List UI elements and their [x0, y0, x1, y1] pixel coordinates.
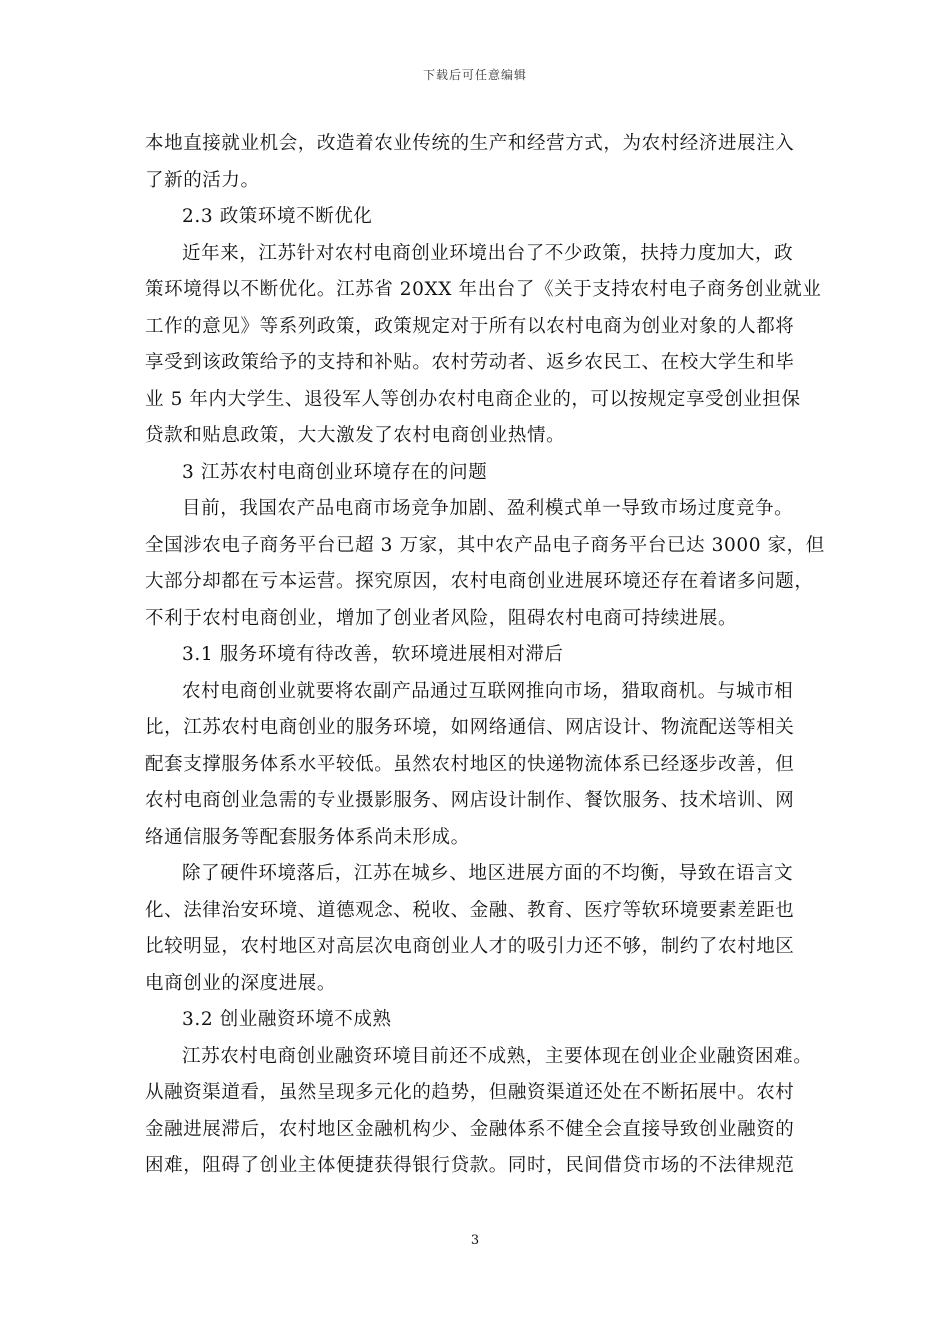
body-line: 化、法律治安环境、道德观念、税收、金融、教育、医疗等软环境要素差距也 [145, 899, 795, 921]
body-line: 不利于农村电商创业，增加了创业者风险，阻碍农村电商可持续进展。 [145, 607, 738, 629]
body-line: 从融资渠道看，虽然呈现多元化的趋势，但融资渠道还处在不断拓展中。农村 [145, 1082, 795, 1103]
body-line: 了新的活力。 [145, 169, 260, 191]
body-line: 大部分却都在亏本运营。探究原因，农村电商创业进展环境还存在着诸多问题， [145, 571, 814, 592]
body-line: 策环境得以不断优化。江苏省 20XX 年出台了《关于支持农村电子商务创业就业 [145, 279, 822, 300]
body-line: 农村电商创业就要将农副产品通过互联网推向市场，猎取商机。与城市相 [182, 680, 794, 702]
document-body [145, 126, 825, 1185]
body-line: 金融进展滞后，农村地区金融机构少、金融体系不健全会直接导致创业融资的 [145, 1118, 795, 1140]
body-line: 江苏农村电商创业融资环境目前还不成熟，主要体现在创业企业融资困难。 [182, 1045, 813, 1067]
section-heading-2-3: 2.3 政策环境不断优化 [182, 206, 373, 227]
body-line: 农村电商创业急需的专业摄影服务、网店设计制作、餐饮服务、技术培训、网 [145, 790, 795, 811]
body-line: 比较明显，农村地区对高层次电商创业人才的吸引力还不够，制约了农村地区 [145, 936, 795, 957]
section-heading-3-2: 3.2 创业融资环境不成熟 [182, 1009, 392, 1030]
page-number: 3 [470, 1233, 480, 1248]
body-line: 工作的意见》等系列政策，政策规定对于所有以农村电商为创业对象的人都将 [145, 315, 795, 337]
body-line: 络通信服务等配套服务体系尚未形成。 [145, 826, 470, 848]
body-line: 享受到该政策给予的支持和补贴。农村劳动者、返乡农民工、在校大学生和毕 [145, 352, 795, 373]
section-heading-3-1: 3.1 服务环境有待改善，软环境进展相对滞后 [182, 644, 564, 665]
page-header: 下载后可任意编辑 [422, 68, 527, 82]
body-line: 全国涉农电子商务平台已超 3 万家，其中农产品电子商务平台已达 3000 家，但 [145, 534, 825, 556]
section-heading-3: 3 江苏农村电商创业环境存在的问题 [182, 461, 488, 483]
body-line: 近年来，江苏针对农村电商创业环境出台了不少政策，扶持力度加大，政 [182, 242, 794, 264]
body-line: 困难，阻碍了创业主体便捷获得银行贷款。同时，民间借贷市场的不法律规范 [145, 1155, 795, 1176]
body-line: 本地直接就业机会，改造着农业传统的生产和经营方式，为农村经济进展注入 [145, 133, 795, 154]
body-line: 除了硬件环境落后，江苏在城乡、地区进展方面的不均衡，导致在语言文 [182, 863, 794, 884]
body-line: 业 5 年内大学生、退役军人等创办农村电商企业的，可以按规定享受创业担保 [145, 388, 801, 410]
body-line: 配套支撑服务体系水平较低。虽然农村地区的快递物流体系已经逐步改善，但 [145, 753, 795, 775]
body-line: 贷款和贴息政策，大大激发了农村电商创业热情。 [145, 425, 566, 446]
body-line: 目前，我国农产品电商市场竞争加剧、盈利模式单一导致市场过度竞争。 [182, 498, 794, 519]
body-line: 电商创业的深度进展。 [145, 972, 337, 994]
body-line: 比，江苏农村电商创业的服务环境，如网络通信、网店设计、物流配送等相关 [145, 717, 795, 738]
